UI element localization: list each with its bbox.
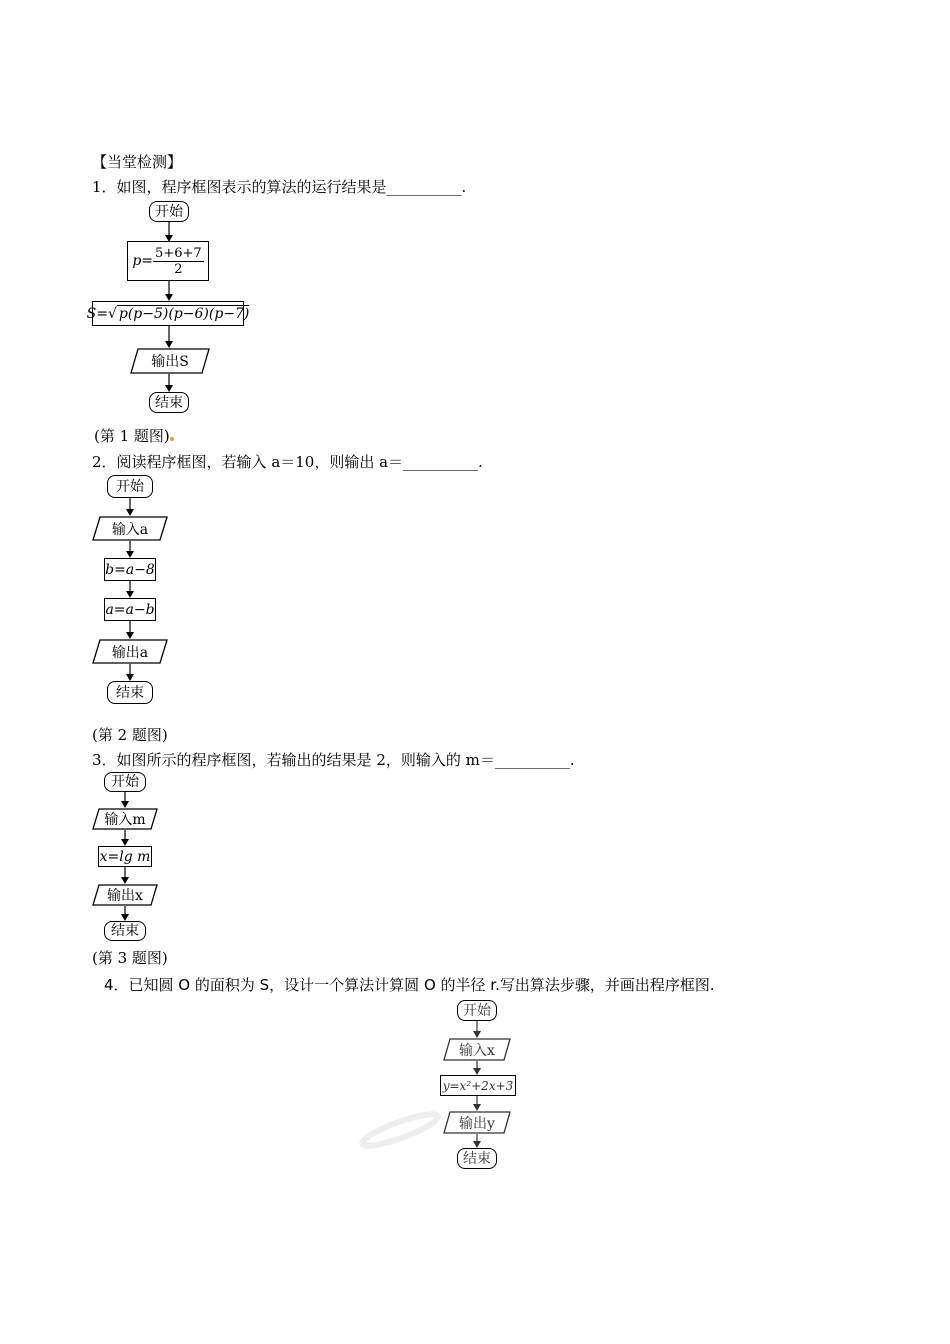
q1-arrow-4 (164, 374, 174, 392)
q3-end-terminal: 结束 (104, 921, 146, 941)
q1-caption: (第 1 题图) (94, 427, 170, 445)
q2-caption: (第 2 题图) (92, 726, 168, 744)
q4-input-label: 输入x (459, 1042, 495, 1059)
q1-arrow-1 (164, 222, 174, 242)
q1-arrow-2 (164, 281, 174, 301)
q3-input-box (92, 808, 158, 830)
q3-arrow-4 (120, 906, 130, 921)
q1-start-terminal: 开始 (149, 201, 189, 222)
q2-input-box (92, 516, 168, 541)
q1-p-lhs: p= (132, 253, 154, 269)
q3-input-label: 输入m (104, 812, 146, 828)
q1-p-fraction (153, 246, 204, 277)
q2-arrow-5 (125, 664, 135, 681)
q4-process-y: y=x²+2x+3 (440, 1075, 516, 1096)
q2-end-terminal: 结束 (107, 681, 153, 704)
q1-arrow-3 (164, 326, 174, 348)
q1-output-label: 输出S (151, 354, 189, 370)
q1-s-radicand: p(p−5)(p−6)(p−7) (118, 306, 250, 322)
q1-p-numerator: 5+6+7 (155, 245, 202, 261)
q2-process-a: a=a−b (104, 598, 156, 621)
q1-p-denominator: 2 (174, 261, 183, 277)
q3-arrow-1 (120, 792, 130, 808)
q2-output-label: 输出a (111, 644, 149, 661)
question-1-text: 1．如图，程序框图表示的算法的运行结果是__________. (92, 178, 467, 196)
q2-arrow-1 (125, 498, 135, 516)
q2-output-box (92, 639, 168, 664)
q1-end-terminal: 结束 (149, 392, 189, 413)
q1-process-p (127, 241, 209, 281)
q4-arrow-1 (472, 1021, 482, 1038)
q4-arrow-2 (472, 1061, 482, 1075)
q3-arrow-2 (120, 830, 130, 846)
q3-caption: (第 3 题图) (92, 949, 168, 967)
question-4-text: 4．已知圆 O 的面积为 S，设计一个算法计算圆 O 的半径 r.写出算法步骤，并画出程序框图. (104, 976, 715, 994)
q3-arrow-3 (120, 867, 130, 884)
q4-end-terminal: 结束 (457, 1148, 497, 1169)
q3-output-label: 输出x (107, 888, 143, 904)
watermark-icon (340, 1090, 540, 1170)
q2-arrow-3 (125, 581, 135, 598)
q3-process-x: x=lg m (98, 846, 152, 867)
q2-start-terminal: 开始 (107, 475, 153, 498)
q3-output-box (92, 884, 158, 906)
q2-arrow-4 (125, 621, 135, 639)
section-title: 【当堂检测】 (92, 153, 183, 171)
q2-input-label: 输入a (111, 521, 149, 538)
q1-output-box (130, 348, 210, 374)
question-2-text: 2．阅读程序框图，若输入 a＝10，则输出 a＝__________. (92, 453, 483, 471)
q4-start-terminal: 开始 (457, 1000, 497, 1021)
q1-s-lhs: S= (86, 305, 108, 322)
q2-arrow-2 (125, 541, 135, 558)
question-3-text: 3．如图所示的程序框图，若输出的结果是 2，则输入的 m＝__________. (92, 751, 575, 769)
q2-process-b: b=a−8 (104, 558, 156, 581)
q1-process-s: S= √ p(p−5)(p−6)(p−7) (92, 301, 244, 326)
decorative-dot (170, 437, 174, 441)
q3-start-terminal: 开始 (104, 772, 146, 792)
q4-input-box (443, 1038, 511, 1061)
q4-output-label: 输出y (459, 1115, 495, 1132)
